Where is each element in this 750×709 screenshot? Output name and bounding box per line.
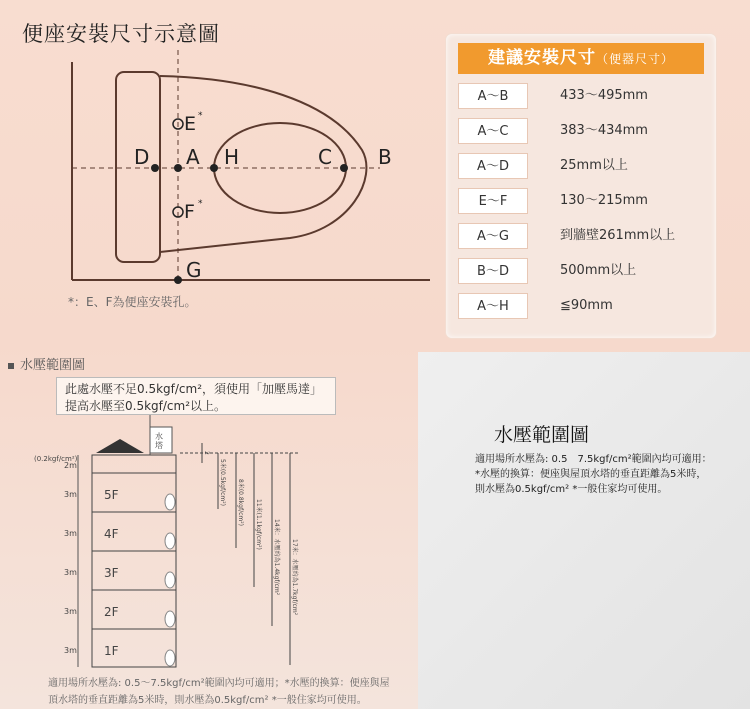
bottom-caption bbox=[48, 675, 398, 709]
top-pressure-label: (0.2kgf/cm²) bbox=[34, 455, 78, 463]
page-title: 便座安裝尺寸示意圖 bbox=[22, 22, 220, 46]
row-value: ≦90mm bbox=[560, 298, 613, 313]
height-label: 3m bbox=[64, 646, 77, 655]
callout-line-1: 此處水壓不足0.5kgf/cm²，須使用「加壓馬達」 bbox=[65, 382, 323, 396]
point-g-dot bbox=[174, 276, 182, 284]
floor-label: 4F bbox=[104, 527, 119, 541]
label-c: C bbox=[318, 145, 332, 169]
row-key: A〜G bbox=[458, 223, 528, 249]
table-row bbox=[458, 153, 704, 179]
pressure-callout bbox=[56, 377, 336, 415]
height-label: 3m bbox=[64, 568, 77, 577]
row-key: B〜D bbox=[458, 258, 528, 284]
floor-label: 2F bbox=[104, 605, 119, 619]
label-g: G bbox=[186, 258, 202, 282]
label-e: E bbox=[184, 113, 197, 135]
right-line-3: 則水壓為0.5kgf/cm² *一般住家均可使用。 bbox=[475, 484, 668, 495]
row-value: 到牆壁261mm以上 bbox=[560, 228, 676, 243]
toilet-icon bbox=[165, 533, 175, 549]
table-title bbox=[458, 43, 704, 74]
label-f: F bbox=[184, 201, 195, 223]
point-c-dot bbox=[340, 164, 348, 172]
roof-icon bbox=[96, 439, 144, 453]
toilet-icon bbox=[165, 572, 175, 588]
right-line-2: *水壓的換算：便座與屋頂水塔的垂直距離為5米時， bbox=[475, 469, 707, 480]
row-value: 433〜495mm bbox=[560, 88, 648, 103]
toilet-icon bbox=[165, 650, 175, 666]
table-row bbox=[458, 258, 704, 284]
height-label: 2m bbox=[64, 461, 77, 470]
table-row bbox=[458, 188, 704, 214]
seat-dimension-diagram bbox=[0, 0, 440, 320]
toilet-icon bbox=[165, 611, 175, 627]
building-outline bbox=[92, 455, 176, 667]
tank-label-1: 水 bbox=[155, 432, 163, 441]
table-row bbox=[458, 83, 704, 109]
height-label: 3m bbox=[64, 607, 77, 616]
row-key: A〜C bbox=[458, 118, 528, 144]
row-key: A〜B bbox=[458, 83, 528, 109]
measure-label: 11米(1.1kgf/cm²) bbox=[255, 499, 262, 550]
point-d-dot bbox=[151, 164, 159, 172]
row-key: E〜F bbox=[458, 188, 528, 214]
dimension-table-panel bbox=[446, 34, 716, 338]
row-key: A〜D bbox=[458, 153, 528, 179]
table-row bbox=[458, 293, 704, 319]
label-a: A bbox=[186, 145, 200, 169]
table-row bbox=[458, 223, 704, 249]
building-pressure-diagram bbox=[0, 415, 420, 675]
floor-label: 1F bbox=[104, 644, 119, 658]
tank-label-2: 塔 bbox=[155, 441, 163, 450]
grey-panel bbox=[418, 352, 750, 709]
label-h: H bbox=[224, 145, 240, 169]
floor-label: 5F bbox=[104, 488, 119, 502]
table-row bbox=[458, 118, 704, 144]
measure-label: 8米(0.8kgf/cm²) bbox=[237, 479, 244, 527]
measure-label: 14米：水壓約為1.4kgf/cm² bbox=[273, 519, 280, 596]
water-section-text: 水壓範圍圖 bbox=[20, 358, 86, 373]
floor-label: 3F bbox=[104, 566, 119, 580]
caption-line-1: 適用場所水壓為: 0.5〜7.5kgf/cm²範圍內均可適用；*水壓的換算：便座與屋 bbox=[48, 678, 390, 689]
toilet-icon bbox=[165, 494, 175, 510]
height-label: 3m bbox=[64, 529, 77, 538]
table-subtitle: （便器尺寸） bbox=[595, 52, 674, 66]
table-title-text: 建議安裝尺寸 bbox=[487, 48, 596, 68]
row-key: A〜H bbox=[458, 293, 528, 319]
point-a-dot bbox=[174, 164, 182, 172]
caption-line-2: 頂水塔的垂直距離為5米時，則水壓為0.5kgf/cm² *一般住家均可使用。 bbox=[48, 695, 367, 706]
measure-label: 5米(0.5kgf/cm²) bbox=[219, 459, 226, 507]
right-line-1: 適用場所水壓為: 0.5 7.5kgf/cm²範圍內均可適用： bbox=[475, 454, 712, 465]
label-e-star: * bbox=[198, 111, 203, 121]
label-f-star: * bbox=[198, 199, 203, 209]
callout-line-2: 提高水壓至0.5kgf/cm²以上。 bbox=[65, 399, 227, 413]
measure-label: 2 bbox=[203, 451, 210, 455]
row-value: 500mm以上 bbox=[560, 263, 637, 278]
right-title: 水壓範圍圖 bbox=[494, 424, 590, 446]
label-b: B bbox=[378, 145, 392, 169]
row-value: 130〜215mm bbox=[560, 193, 648, 208]
row-value: 383〜434mm bbox=[560, 123, 648, 138]
height-label: 3m bbox=[64, 490, 77, 499]
measure-label: 17米：水壓約為1.7kgf/cm² bbox=[291, 539, 298, 616]
point-h-dot bbox=[210, 164, 218, 172]
water-section-label bbox=[8, 354, 85, 373]
label-d: D bbox=[134, 145, 150, 169]
row-value: 25mm以上 bbox=[560, 158, 628, 173]
right-body bbox=[475, 452, 745, 497]
mounting-hole-note: *：E、F為便座安裝孔。 bbox=[68, 295, 197, 309]
section-bullet bbox=[8, 363, 14, 369]
